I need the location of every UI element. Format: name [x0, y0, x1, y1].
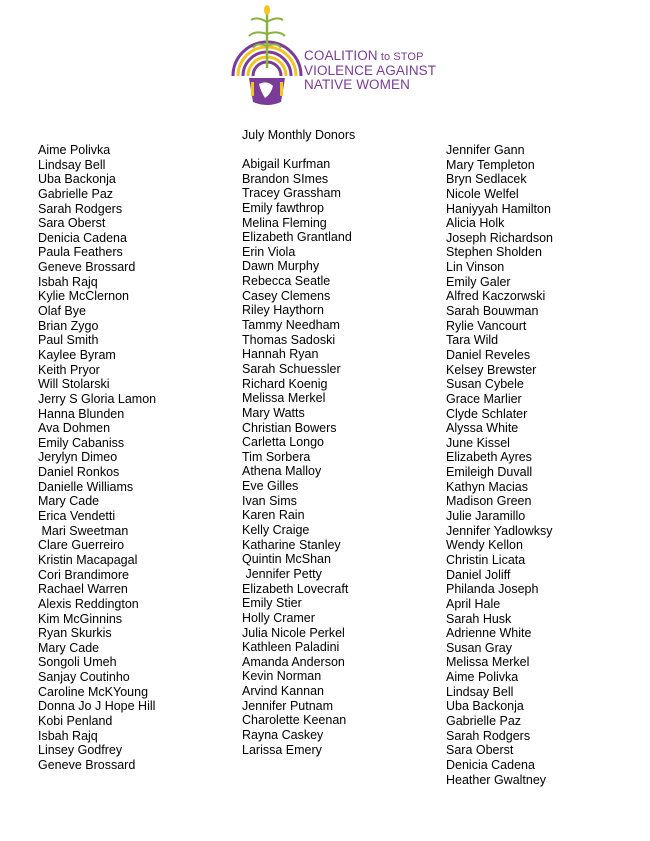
donor-name: Isbah Rajq [38, 728, 98, 743]
donor-name: Grace Marlier [446, 391, 522, 406]
donor-name: Daniel Joliff [446, 567, 511, 582]
donor-name: Olaf Bye [38, 304, 86, 319]
donor-name: Tara Wild [446, 333, 499, 348]
donor-name: Alfred Kaczorwski [446, 289, 546, 304]
donor-name: June Kissel [446, 435, 510, 450]
donor-name: Dawn Murphy [242, 259, 320, 274]
donor-name: Emily Galer [446, 274, 511, 289]
donor-name: Susan Gray [446, 640, 513, 655]
donor-name: Sarah Schuessler [242, 361, 341, 376]
donor-name: Lindsay Bell [38, 157, 106, 172]
donor-name: Jennifer Putnam [242, 698, 334, 713]
donor-name: Sanjay Coutinho [38, 670, 130, 685]
donor-column-1 [38, 143, 156, 773]
logo-line-1: COALITION [304, 48, 378, 63]
donor-name: Elizabeth Grantland [242, 230, 352, 245]
donor-name: Mary Cade [38, 494, 100, 509]
donor-name: Kim McGinnins [38, 611, 123, 626]
donor-name: Elizabeth Lovecraft [242, 581, 349, 596]
donor-name: Cori Brandimore [38, 567, 130, 582]
donor-name: Haniyyah Hamilton [446, 201, 551, 216]
donor-name: Danielle Williams [38, 479, 134, 494]
donor-name: Clare Guerreiro [38, 538, 125, 553]
donor-name: Brian Zygo [38, 318, 99, 333]
donor-name: Rayna Caskey [242, 727, 324, 742]
donor-name: Kevin Norman [242, 669, 322, 684]
donor-name: Holly Cramer [242, 610, 315, 625]
donor-name: Emily Stier [242, 596, 302, 611]
donor-name: Heather Gwaltney [446, 772, 547, 787]
donor-name: Erica Vendetti [38, 509, 116, 524]
donor-name: Kobi Penland [38, 713, 113, 728]
donor-name: Philanda Joseph [446, 582, 539, 597]
donor-name: Emily fawthrop [242, 200, 324, 215]
donor-name: Tim Sorbera [242, 449, 311, 464]
donor-name: Kathleen Paladini [242, 640, 340, 655]
donor-name: Rylie Vancourt [446, 318, 527, 333]
donor-name: Brandon SImes [242, 171, 329, 186]
donor-name: Gabrielle Paz [38, 186, 114, 201]
donor-name: Christin Licata [446, 552, 526, 567]
donor-name: Alyssa White [446, 421, 519, 436]
donor-name: Emileigh Duvall [446, 465, 533, 480]
donor-name: Paul Smith [38, 333, 99, 348]
donor-name: Paula Feathers [38, 245, 123, 260]
donor-name: Nicole Welfel [446, 186, 519, 201]
donor-name: Ava Dohmen [38, 421, 111, 436]
donor-name: Kelly Craige [242, 523, 310, 538]
donor-name: Emily Cabaniss [38, 435, 125, 450]
logo-line-3: NATIVE WOMEN [304, 77, 410, 92]
donor-name: Ryan Skurkis [38, 626, 112, 641]
logo-line-2: VIOLENCE AGAINST [304, 63, 437, 78]
donor-name: Alexis Reddington [38, 596, 139, 611]
donor-name: Denicia Cadena [38, 230, 127, 245]
donor-name: Mary Templeton [446, 157, 535, 172]
donor-column-2 [242, 157, 352, 757]
donor-name: Will Stolarski [38, 377, 110, 392]
donor-name: Mary Cade [38, 640, 100, 655]
donor-name: Uba Backonja [38, 172, 116, 187]
donor-name: Uba Backonja [446, 699, 524, 714]
logo-line-1-small: to STOP [377, 51, 424, 63]
donor-name: Aime Polivka [38, 143, 111, 157]
donor-name: Kristin Macapagal [38, 552, 138, 567]
donor-name: Sarah Rodgers [38, 201, 123, 216]
donor-name: Denicia Cadena [446, 757, 535, 772]
donor-name: Melina Fleming [242, 215, 327, 230]
donor-name: Tracey Grassham [242, 186, 341, 201]
donor-name: Bryn Sedlacek [446, 172, 527, 187]
donor-name: Melissa Merkel [446, 655, 530, 670]
donor-name: Jerry S Gloria Lamon [38, 391, 157, 406]
donor-name: Rebecca Seatle [242, 274, 331, 289]
donor-name: Richard Koenig [242, 376, 328, 391]
donor-name: Wendy Kellon [446, 538, 523, 553]
donor-name: Donna Jo J Hope Hill [38, 699, 156, 714]
donor-name: April Hale [446, 596, 501, 611]
donor-name: Katharine Stanley [242, 537, 341, 552]
donor-name: Carletta Longo [242, 435, 325, 450]
donor-name: Sarah Bouwman [446, 304, 539, 319]
donor-name: Daniel Reveles [446, 347, 531, 362]
donor-name: Larissa Emery [242, 742, 322, 757]
donor-name: Rachael Warren [38, 582, 128, 597]
donor-name: Erin Viola [242, 244, 296, 259]
donor-name: Hannah Ryan [242, 347, 319, 362]
donor-name: Riley Haythorn [242, 303, 324, 318]
donor-column-3 [446, 143, 553, 787]
logo-wordmark [304, 49, 436, 92]
donor-name: Stephen Sholden [446, 245, 542, 260]
donor-name: Aime Polivka [446, 670, 519, 685]
donor-name: Athena Malloy [242, 464, 322, 479]
donor-name: Sarah Rodgers [446, 728, 531, 743]
donor-name: Songoli Umeh [38, 655, 117, 670]
donor-name: Madison Green [446, 494, 532, 509]
donor-name: Geneve Brossard [38, 757, 136, 772]
donor-name: Alicia Holk [446, 216, 505, 231]
donor-name: Jennifer Petty [242, 566, 322, 581]
donor-name: Joseph Richardson [446, 230, 554, 245]
donor-name: Ivan Sims [242, 493, 297, 508]
donor-name: Melissa Merkel [242, 391, 326, 406]
donor-name: Geneve Brossard [38, 260, 136, 275]
donor-name: Sarah Husk [446, 611, 512, 626]
donor-name: Jennifer Yadlowksy [446, 523, 553, 538]
donor-name: Quintin McShan [242, 552, 331, 567]
donor-name: Kaylee Byram [38, 347, 116, 362]
donor-name: Susan Cybele [446, 377, 524, 392]
donor-name: Tammy Needham [242, 318, 340, 333]
logo-emblem-icon [227, 2, 307, 110]
donor-name: Caroline McKYoung [38, 684, 149, 699]
donor-name: Kathyn Macias [446, 479, 528, 494]
donor-name: Adrienne White [446, 626, 532, 641]
donor-name: Charolette Keenan [242, 713, 347, 728]
donor-name: Mary Watts [242, 405, 305, 420]
donor-name: Eve Gilles [242, 479, 299, 494]
donor-name: Julia Nicole Perkel [242, 625, 345, 640]
donor-name: Gabrielle Paz [446, 713, 522, 728]
page-title: July Monthly Donors [242, 128, 356, 142]
donor-name: Thomas Sadoski [242, 332, 336, 347]
donor-name: Sara Oberst [38, 216, 106, 231]
donor-name: Kelsey Brewster [446, 362, 537, 377]
donor-name: Daniel Ronkos [38, 465, 120, 480]
donor-name: Casey Clemens [242, 288, 331, 303]
donor-name: Kylie McClernon [38, 289, 130, 304]
donor-name: Lin Vinson [446, 260, 505, 275]
donor-name: Hanna Blunden [38, 406, 125, 421]
donor-name: Sara Oberst [446, 743, 514, 758]
donor-name: Clyde Schlater [446, 406, 528, 421]
donor-name: Isbah Rajq [38, 274, 98, 289]
donor-name: Linsey Godfrey [38, 743, 123, 758]
donor-name: Mari Sweetman [38, 523, 129, 538]
donor-name: Karen Rain [242, 508, 305, 523]
donor-name: Jerylyn Dimeo [38, 450, 118, 465]
donor-name: Julie Jaramillo [446, 509, 526, 524]
donor-name: Lindsay Bell [446, 684, 514, 699]
coalition-logo [227, 2, 442, 110]
donor-name: Amanda Anderson [242, 654, 345, 669]
donor-name: Christian Bowers [242, 420, 337, 435]
donor-name: Abigail Kurfman [242, 157, 331, 171]
donor-name: Arvind Kannan [242, 684, 325, 699]
donor-name: Jennifer Gann [446, 143, 525, 157]
donor-name: Keith Pryor [38, 362, 100, 377]
donor-name: Elizabeth Ayres [446, 450, 532, 465]
